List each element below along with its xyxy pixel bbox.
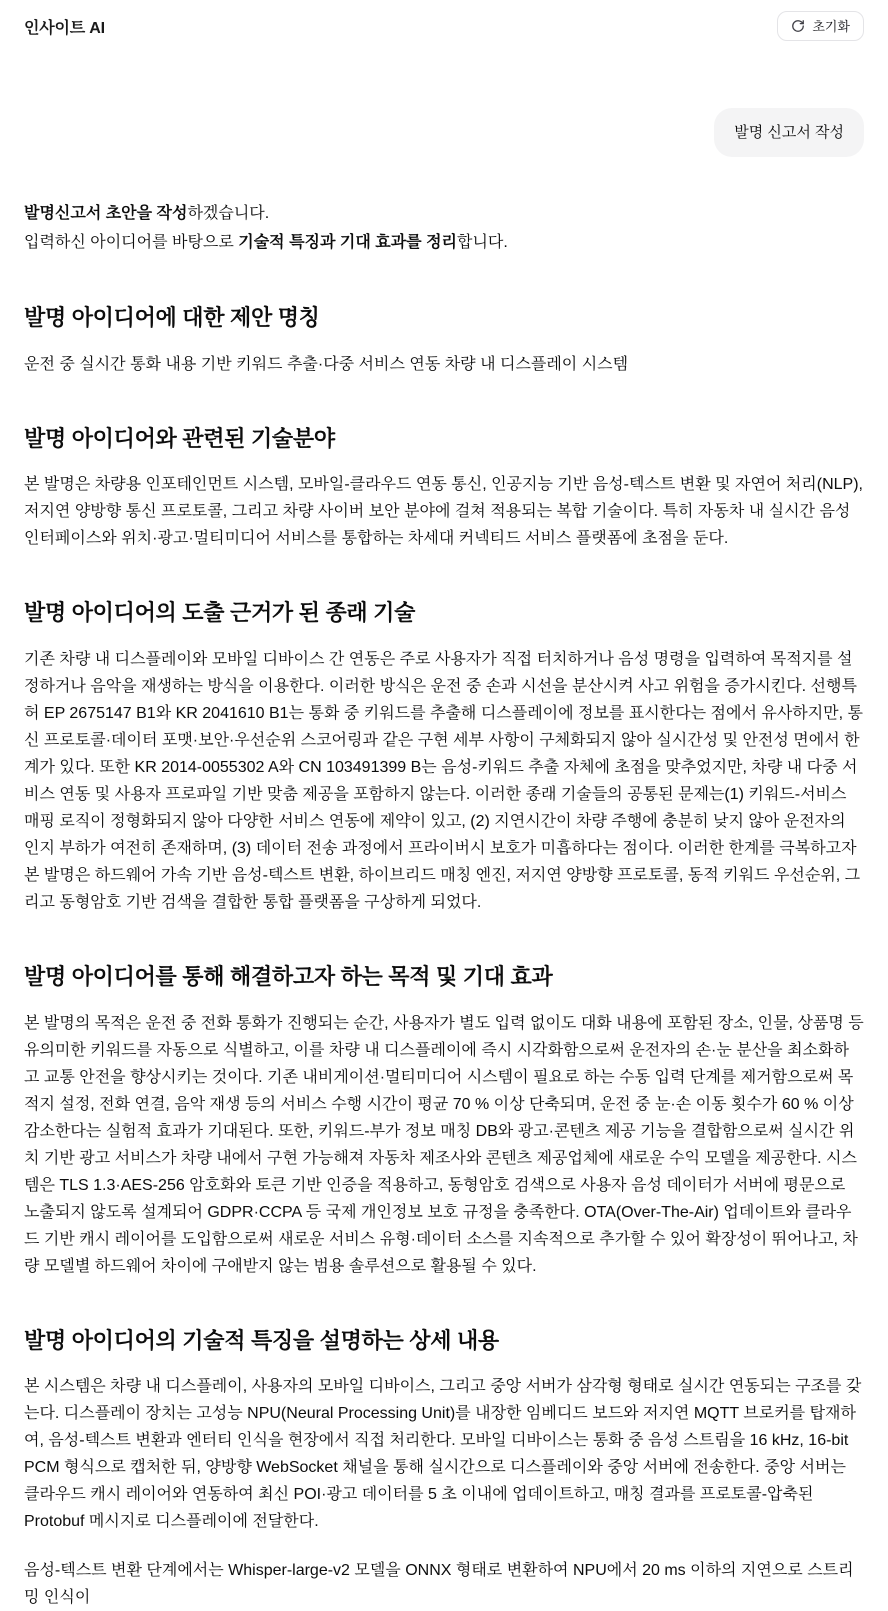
user-message-bubble: 발명 신고서 작성 (714, 108, 864, 157)
report-section (24, 962, 864, 1280)
report-section (24, 303, 864, 378)
user-message-row (24, 108, 864, 157)
app-header (0, 0, 888, 52)
section-paragraph: 운전 중 실시간 통화 내용 기반 키워드 추출·다중 서비스 연동 차량 내 디스플레이 시스템 (24, 355, 629, 373)
report-sections (24, 303, 864, 1611)
assistant-intro (24, 199, 864, 257)
section-heading: 발명 아이디어의 도출 근거가 된 종래 기술 (24, 600, 416, 626)
section-paragraph: 본 발명은 차량용 인포테인먼트 시스템, 모바일-클라우드 연동 통신, 인공지능 기반 음성-텍스트 변환 및 자연어 처리(NLP), 저지연 양방향 통신 프로토콜, 그리고 차량 사이버 보안 분야에 걸쳐 적용되는 복합 기술이다. 특히 자동차 내 실시간 음성 인터페이스와 위치·광고·멀티미디어 서비스를 통합하는 차세대 커넥티드 서비스 플랫폼에 초점을 둔다. (24, 476, 863, 548)
section-heading: 발명 아이디어를 통해 해결하고자 하는 목적 및 기대 효과 (24, 964, 553, 990)
section-heading: 발명 아이디어에 대한 제안 명칭 (24, 305, 320, 330)
reset-button-label: 초기화 (812, 18, 850, 34)
intro-line: 입력하신 아이디어를 바탕으로 기술적 특징과 기대 효과를 정리합니다. (24, 234, 508, 251)
section-paragraph: 기존 차량 내 디스플레이와 모바일 디바이스 간 연동은 주로 사용자가 직접 터치하거나 음성 명령을 입력하여 목적지를 설정하거나 음악을 재생하는 방식을 이용한다. 이러한 방식은 운전 중 손과 시선을 분산시켜 사고 위험을 증가시킨다. 선행특허 EP 2675147 B1와 KR 2041610 B1는 통화 중 키워드를 추출해 디스플레이에 정보를 표시한다는 점에서 유사하지만, 통신 프로토콜·데이터 포맷·보안·우선순위 스코어링과 같은 구현 세부 사항이 구체화되지 않아 실시간성 및 안전성 면에서 한계가 있다. 또한 KR 2014-0055302 A와 CN 103491399 B는 음성-키워드 추출 자체에 초점을 맞추었지만, 차량 내 다중 서비스 연동 및 사용자 프로파일 기반 맞춤 제공을 포함하지 않는다. 이러한 종래 기술들의 공통된 문제는(1) 키워드-서비스 매핑 로직이 정형화되지 않아 다양한 서비스 연동에 제약이 있고, (2) 지연시간이 차량 주행에 충분히 낮지 않아 운전자의 인지 부하가 여전히 존재하며, (3) 데이터 전송 과정에서 프라이버시 보호가 미흡하다는 점이다. 이러한 한계를 극복하고자 본 발명은 하드웨어 가속 기반 음성-텍스트 변환, 하이브리드 매칭 엔진, 저지연 양방향 프로토콜, 동적 키워드 우선순위, 그리고 동형암호 기반 검색을 결합한 통합 플랫폼을 구상하게 되었다. (24, 651, 863, 912)
section-paragraph: 본 발명의 목적은 운전 중 전화 통화가 진행되는 순간, 사용자가 별도 입력 없이도 대화 내용에 포함된 장소, 인물, 상품명 등 유의미한 키워드를 자동으로 식별하고, 이를 차량 내 디스플레이에 즉시 시각화함으로써 운전자의 손·눈 분산을 최소화하고 교통 안전을 향상시키는 것이다. 기존 내비게이션·멀티미디어 시스템이 필요로 하는 수동 입력 단계를 제거함으로써 목적지 설정, 전화 연결, 음악 재생 등의 서비스 수행 시간이 평균 70 % 이상 단축되며, 운전 중 눈·손 이동 횟수가 60 % 이상 감소한다는 실험적 효과가 기대된다. 또한, 키워드-부가 정보 매칭 DB와 광고·콘텐츠 제공 기능을 결합함으로써 실시간 위치 기반 광고 서비스가 차량 내에서 구현 가능해져 자동차 제조사와 콘텐츠 제공업체에 새로운 수익 모델을 제공한다. 시스템은 TLS 1.3·AES-256 암호화와 토큰 기반 인증을 적용하고, 동형암호 검색으로 사용자 음성 데이터가 서버에 평문으로 노출되지 않도록 설계되어 GDPR·CCPA 등 국제 개인정보 보호 규정을 충족한다. OTA(Over-The-Air) 업데이트와 클라우드 기반 캐시 레이어를 도입함으로써 새로운 서비스 유형·데이터 소스를 지속적으로 추가할 수 있어 확장성이 뛰어나고, 차량 모델별 하드웨어 차이에 구애받지 않는 범용 솔루션으로 활용될 수 있다. (24, 1014, 864, 1275)
app-title: 인사이트 AI (24, 19, 105, 37)
section-paragraph: 본 시스템은 차량 내 디스플레이, 사용자의 모바일 디바이스, 그리고 중앙 서버가 삼각형 형태로 실시간 연동되는 구조를 갖는다. 디스플레이 장치는 고성능 NPU(Neural Processing Unit)를 내장한 임베디드 보드와 저지연 MQTT 브로커를 탑재하여, 음성-텍스트 변환과 엔터티 인식을 현장에서 직접 처리한다. 모바일 디바이스는 통화 중 음성 스트림을 16 kHz, 16-bit PCM 형식으로 캡처한 뒤, 양방향 WebSocket 채널을 통해 실시간으로 디스플레이와 중앙 서버에 전송한다. 중앙 서버는 클라우드 캐시 레이어와 연동하여 최신 POI·광고 데이터를 5 초 이내에 업데이트하고, 매칭 결과를 프로토콜-압축된 Protobuf 메시지로 디스플레이에 전달한다. (24, 1378, 862, 1531)
section-paragraph: 음성-텍스트 변환 단계에서는 Whisper-large-v2 모델을 ONNX 형태로 변환하여 NPU에서 20 ms 이하의 지연으로 스트리밍 인식이 (24, 1562, 854, 1607)
section-heading: 발명 아이디어와 관련된 기술분야 (24, 425, 335, 451)
section-heading: 발명 아이디어의 기술적 특징을 설명하는 상세 내용 (24, 1327, 499, 1353)
assistant-message (24, 199, 864, 1611)
chat-area (0, 108, 888, 1611)
refresh-icon (791, 19, 805, 33)
report-section (24, 1326, 864, 1611)
intro-line: 발명신고서 초안을 작성하겠습니다. (24, 205, 270, 222)
report-section (24, 424, 864, 553)
report-section (24, 598, 864, 916)
reset-button[interactable] (777, 11, 864, 41)
